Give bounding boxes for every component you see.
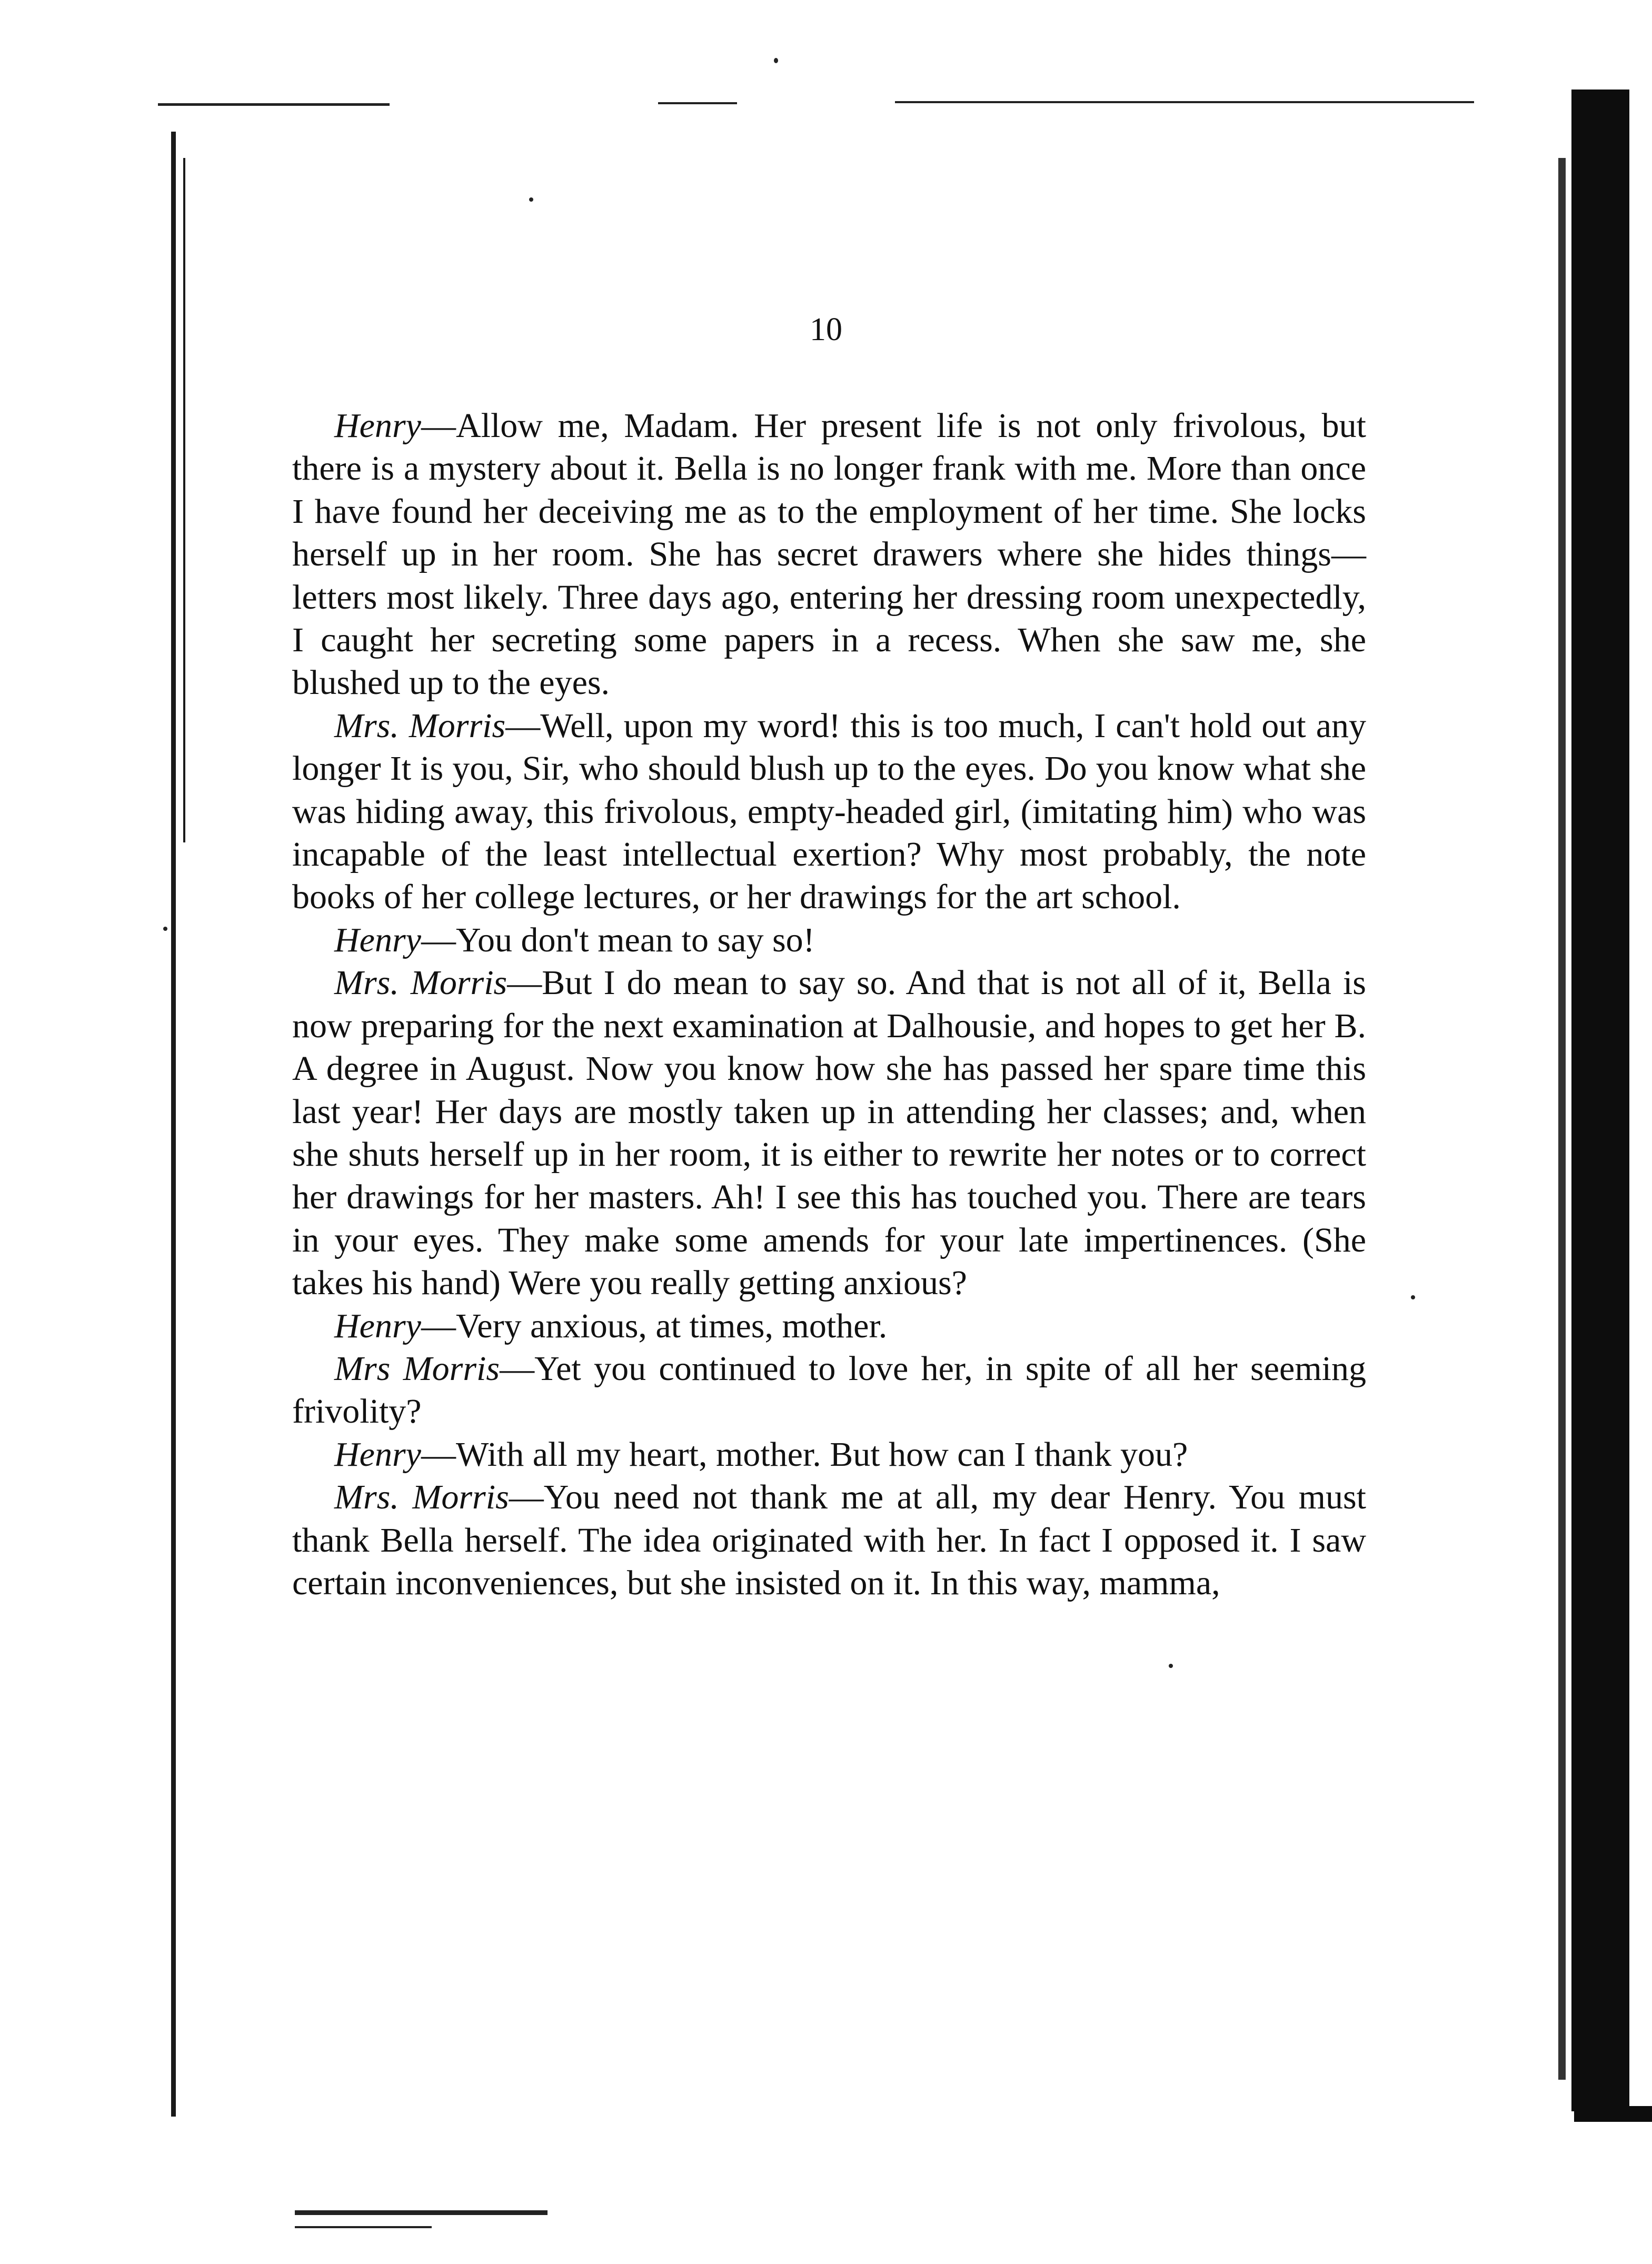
speaker-name: Mrs. Morris [334,1478,509,1517]
speck [1411,1295,1415,1299]
speaker-name: Henry [334,406,421,445]
left-margin-bar [171,132,176,2117]
binding-edge [1558,158,1566,2080]
paragraph-text: —Very anxious, at times, mother. [421,1306,888,1345]
paragraph [292,1305,1366,1347]
top-rule-right [895,101,1474,103]
left-margin-bar-inner [183,158,185,842]
paragraph-text: —You need not thank me at all, my dear Henry. You must thank Bella herself. The idea originated with her. In fact I opposed it. I saw certain inconveniences, but she insisted on it. In this way, mamma, [292,1478,1366,1602]
paragraph [292,1433,1366,1476]
paragraph [292,404,1366,704]
speaker-name: Mrs. Morris [334,706,506,745]
paragraph [292,1347,1366,1433]
page-number: 10 [810,312,842,347]
paragraph-text: —Allow me, Madam. Her present life is not only frivolous, but there is a mystery about it. Bella is no longer frank with me. More than once I have found her deceiving me as to the employment of her time. She locks herself up in her room. She has secret drawers where she hides things—letters most likely. Three days ago, entering her dressing room unexpectedly, I caught her secreting some papers in a recess. When she saw me, she blushed up to the eyes. [292,406,1366,702]
speaker-name: Henry [334,920,421,959]
paragraph-text: —You don't mean to say so! [421,920,815,959]
speck [1169,1664,1173,1668]
dialogue-text [292,404,1366,1604]
paragraph-text: —With all my heart, mother. But how can I thank you? [421,1435,1188,1474]
speck [163,927,167,931]
bottom-rule [295,2210,548,2215]
speaker-name: Henry [334,1306,421,1345]
paragraph [292,961,1366,1304]
paragraph-text: —Yet you continued to love her, in spite of all her seeming frivolity? [292,1349,1367,1431]
speck [774,58,778,63]
paragraph [292,704,1366,919]
speaker-name: Mrs Morris [334,1349,500,1388]
paragraph-text: —But I do mean to say so. And that is not all of it, Bella is now preparing for the next examination at Dalhousie, and hopes to get her B. A degree in August. Now you know how she has passed her spare time this last year! Her days are mostly taken up in attending her classes; and, when she shuts herself up in her room, it is either to rewrite her notes or to correct her drawings for her masters. Ah! I see this has touched you. There are tears in your eyes. They make some amends for your late impertinences. (She takes his hand) Were you really getting anxious? [292,964,1366,1303]
top-rule-mid [658,102,737,104]
top-rule [158,103,390,106]
paragraph [292,1476,1366,1604]
paragraph [292,919,1366,961]
speaker-name: Henry [334,1435,421,1474]
speaker-name: Mrs. Morris [334,964,507,1002]
binding-shadow [1571,90,1629,2111]
bottom-rule-thin [295,2226,432,2228]
speck [529,197,533,202]
binding-foot [1574,2106,1652,2122]
paragraph-text: —Well, upon my word! this is too much, I can't hold out any longer It is you, Sir, who should blush up to the eyes. Do you know what she was hiding away, this frivolous, empty-headed girl, (imitating him) who was incapable of the least intellectual exertion? Why most probably, the note books of her college lectures, or her drawings for the art school. [292,706,1367,917]
